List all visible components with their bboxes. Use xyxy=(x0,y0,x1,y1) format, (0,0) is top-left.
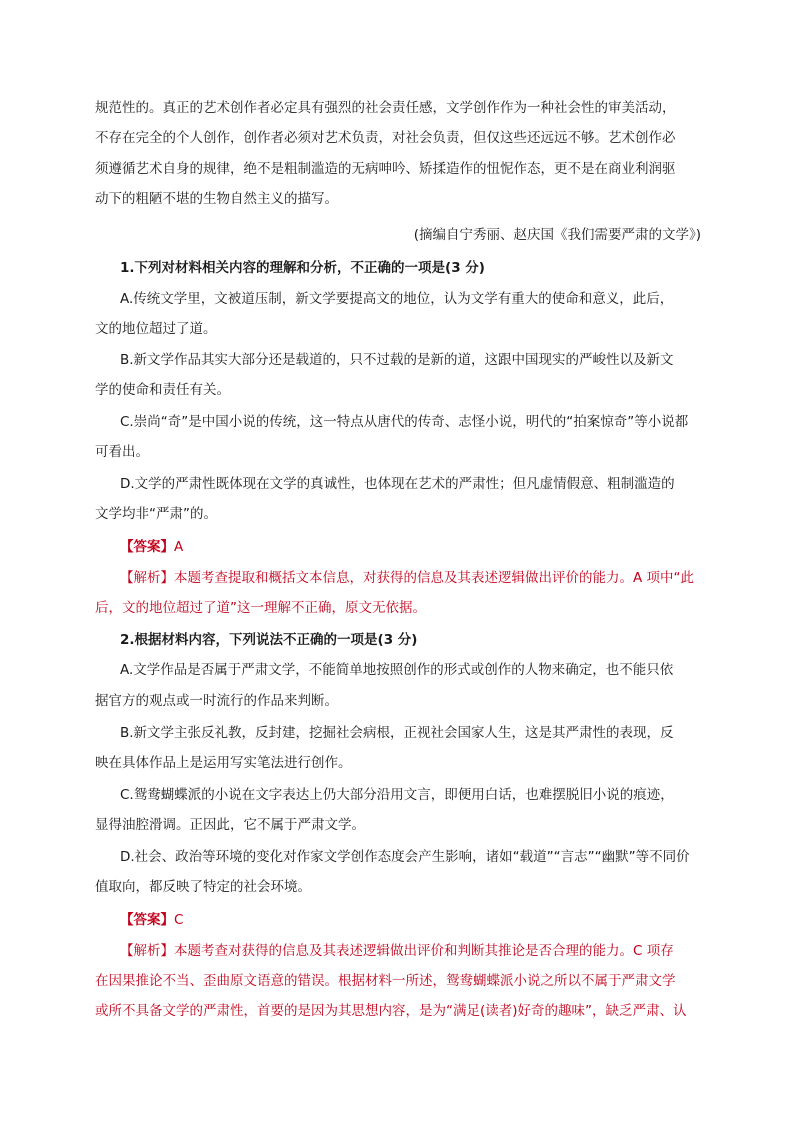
q2-option-d-cont: 值取向，都反映了特定的社会环境。 xyxy=(95,879,311,895)
q2-option-b: B.新文学主张反礼教，反封建，挖掘社会病根，正视社会国家人生，这是其严肃性的表现，反 xyxy=(120,725,674,741)
q2-analysis-cont: 或所不具备文学的严肃性，首要的是因为其思想内容，是为“满足(读者)好奇的趣味”，缺乏严肃、认 xyxy=(95,1003,687,1019)
q2-option-d: D.社会、政治等环境的变化对作家文学创作态度会产生影响，诸如“载道”“言志”“幽默”等不同价 xyxy=(120,849,690,865)
question-2-stem: 2.根据材料内容，下列说法不正确的一项是(3 分) xyxy=(120,632,418,648)
q1-answer xyxy=(120,536,701,558)
q2-option-a: A.文学作品是否属于严肃文学，不能简单地按照创作的形式或创作的人物来确定，也不能只依 xyxy=(120,662,674,678)
q1-option-c-cont: 可看出。 xyxy=(95,444,149,460)
q1-option-d: D.文学的严肃性既体现在文学的真诚性，也体现在艺术的严肃性；但凡虚情假意、粗制滥造的 xyxy=(120,476,675,492)
question-1-stem: 1.下列对材料相关内容的理解和分析，不正确的一项是(3 分) xyxy=(120,260,485,276)
answer-value: C xyxy=(174,912,184,928)
q2-answer xyxy=(120,909,701,931)
passage-line: 不存在完全的个人创作，创作者必须对艺术负责，对社会负责，但仅这些还远远不够。艺术创作必 xyxy=(95,130,676,146)
passage-source: (摘编自宁秀丽、赵庆国《我们需要严肃的文学》) xyxy=(413,227,701,243)
passage-line: 规范性的。真正的艺术创作者必定具有强烈的社会责任感，文学创作作为一种社会性的审美活动， xyxy=(95,100,676,116)
q1-option-b-cont: 学的使命和责任有关。 xyxy=(95,382,230,398)
q2-option-c: C.鸳鸯蝴蝶派的小说在文字表达上仍大部分沿用文言，即便用白话，也难摆脱旧小说的痕迹， xyxy=(120,787,674,803)
passage-line: 动下的粗陋不堪的生物自然主义的描写。 xyxy=(95,191,338,207)
q1-option-c: C.崇尚“奇”是中国小说的传统，这一特点从唐代的传奇、志怪小说，明代的“拍案惊奇”等小说都 xyxy=(120,414,689,430)
q2-analysis-cont: 在因果推论不当、歪曲原文语意的错误。根据材料一所述，鸳鸯蝴蝶派小说之所以不属于严肃文学 xyxy=(95,973,676,989)
q1-option-b: B.新文学作品其实大部分还是载道的，只不过载的是新的道，这跟中国现实的严峻性以及新文 xyxy=(120,352,674,368)
answer-label: 【答案】 xyxy=(120,912,174,928)
q1-option-d-cont: 文学均非“严肃”的。 xyxy=(95,506,217,522)
q1-option-a: A.传统文学里，文被道压制，新文学要提高文的地位，认为文学有重大的使命和意义，此后， xyxy=(120,291,674,307)
q2-option-b-cont: 映在具体作品上是运用写实笔法进行创作。 xyxy=(95,755,352,771)
answer-value: A xyxy=(174,539,184,555)
q1-analysis-cont: 后，文的地位超过了道”这一理解不正确，原文无依据。 xyxy=(95,600,426,616)
passage-line: 须遵循艺术自身的规律，绝不是粗制滥造的无病呻吟、矫揉造作的忸怩作态，更不是在商业利润驱 xyxy=(95,161,676,177)
q2-analysis: 【解析】本题考查对获得的信息及其表述逻辑做出评价和判断其推论是否合理的能力。C 项存 xyxy=(120,943,674,959)
q2-option-a-cont: 据官方的观点或一时流行的作品来判断。 xyxy=(95,693,338,709)
q1-option-a-cont: 文的地位超过了道。 xyxy=(95,321,217,337)
answer-label: 【答案】 xyxy=(120,539,174,555)
q1-analysis: 【解析】本题考查提取和概括文本信息，对获得的信息及其表述逻辑做出评价的能力。A 项中“此 xyxy=(120,570,695,586)
q2-option-c-cont: 显得油腔滑调。正因此，它不属于严肃文学。 xyxy=(95,817,365,833)
